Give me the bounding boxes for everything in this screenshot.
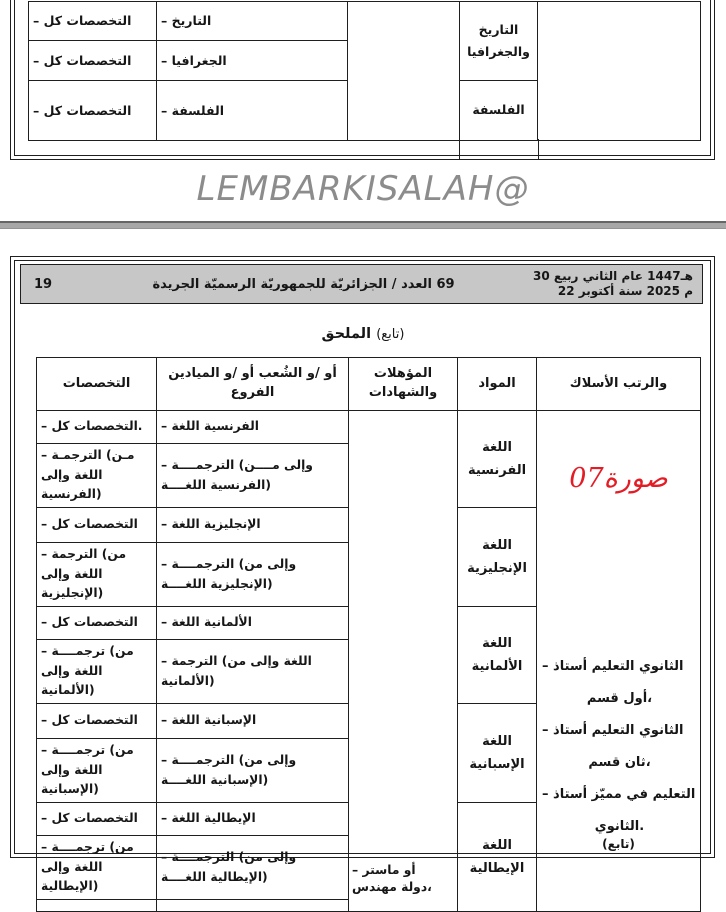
- field-cell: – اللغة الإيطالية: [157, 803, 349, 836]
- column-header-corps: الأسلاك والرتب: [537, 358, 701, 411]
- subject-cell: اللغة الإنجليزية: [458, 508, 537, 607]
- rank-line: الثانوي.: [594, 819, 645, 834]
- specialty-cell: – الترجمـة (مـن وإلى اللغة الفرنسية): [37, 444, 157, 508]
- prev-page-table: [28, 1, 701, 141]
- field-cell: – الترجمــــة (من وإلى اللغــــة الإنجليزية): [157, 543, 349, 607]
- rank-line: – أستاذ التعليم الثانوي: [542, 723, 684, 738]
- field-cell: – الفلسفة: [157, 81, 348, 141]
- specialty-cell: – كل التخصصات: [37, 803, 157, 836]
- specialty-cell: – ترجمــــة (من وإلى اللغة الإيطالية): [37, 836, 157, 900]
- column-header-subjects: المواد: [458, 358, 537, 411]
- table-cell-overhang: [459, 139, 539, 159]
- specialty-cell: – كل التخصصات: [29, 41, 157, 81]
- field-cell: – اللغة الإسبانية: [157, 704, 349, 739]
- corps-ranks-cell: [537, 411, 701, 912]
- qualification-text: – ماستر أو مهندس دولة،: [352, 863, 432, 895]
- page-separator-bar: [0, 221, 726, 229]
- main-table: [36, 357, 701, 912]
- hijri-date: 30 ربيع الثاني عام 1447هـ: [533, 269, 693, 283]
- column-header-fields: الميادين و/ أو الشُعب و/ أو الفروع: [157, 358, 349, 411]
- qualifications-cell-empty: [348, 2, 460, 141]
- specialty-cell-clipped: [37, 900, 157, 912]
- field-cell: – الجغرافيا: [157, 41, 348, 81]
- subject-cell: اللغة الألمانية: [458, 607, 537, 704]
- specialty-cell: – كل التخصصات.: [37, 411, 157, 444]
- specialty-cell: – الترجمة (من وإلى اللغة الإنجليزية): [37, 543, 157, 607]
- gazette-title: الجريدة الرسميّة للجمهوريّة الجزائريّة / العدد 69: [152, 276, 455, 292]
- field-cell: – اللغة الألمانية: [157, 607, 349, 640]
- rank-line: – أستاذ مميّز في التعليم: [542, 787, 696, 802]
- field-cell: – الترجمــــة (مــــن وإلى اللغــــة الفرنسية): [157, 444, 349, 508]
- specialty-cell: – ترجمــــة (من وإلى اللغة الألمانية): [37, 640, 157, 704]
- gregorian-date: 22 أكتوبر سنة 2025 م: [557, 284, 693, 298]
- rank-line: – أستاذ التعليم الثانوي: [542, 659, 684, 674]
- field-cell: – الترجمــــة (من وإلى اللغــــة الإسبانية): [157, 739, 349, 803]
- subject-cell: التاريخ والجغرافيا: [460, 2, 538, 81]
- specialty-cell: – ترجمــــة (من وإلى اللغة الإسبانية): [37, 739, 157, 803]
- field-cell: – الترجمة (من وإلى اللغة الألمانية): [157, 640, 349, 704]
- annex-title: الملحق: [321, 326, 372, 342]
- rank-line: قسم ثان،: [588, 755, 651, 770]
- specialty-cell: – كل التخصصات: [37, 508, 157, 543]
- rank-line: قسم أول،: [586, 691, 653, 706]
- column-header-specialties: التخصصات: [37, 358, 157, 411]
- specialty-cell: – كل التخصصات: [29, 81, 157, 141]
- corps-ranks-list: [542, 651, 697, 843]
- subject-cell: اللغة الفرنسية: [458, 411, 537, 508]
- subject-cell: اللغة الإيطالية: [458, 803, 537, 912]
- subject-cell: الفلسفة: [460, 81, 538, 141]
- annex-heading: [0, 323, 726, 342]
- photo-annotation: صورة07: [569, 463, 668, 494]
- corps-cell-empty: [538, 2, 701, 141]
- page-number: 19: [34, 276, 53, 292]
- qualifications-cell: [349, 411, 458, 912]
- field-cell: – اللغة الإنجليزية: [157, 508, 349, 543]
- date-block: [515, 269, 702, 299]
- specialty-cell: – كل التخصصات: [29, 2, 157, 41]
- gazette-header-bar: [20, 264, 703, 304]
- annex-continued-label: (تابع): [376, 327, 405, 342]
- field-cell-clipped: [157, 900, 349, 912]
- watermark: LEMBARKISALAH@: [196, 169, 530, 209]
- column-header-qualifications: المؤهلات والشهادات: [349, 358, 458, 411]
- field-cell: – اللغة الفرنسية: [157, 411, 349, 444]
- subject-cell: اللغة الإسبانية: [458, 704, 537, 803]
- specialty-cell: – كل التخصصات: [37, 704, 157, 739]
- field-cell: – الترجمــــة (من وإلى اللغــــة الإيطالية): [157, 836, 349, 900]
- corps-continued-label: (تابع): [602, 837, 635, 851]
- field-cell: – التاريخ: [157, 2, 348, 41]
- specialty-cell: – كل التخصصات: [37, 607, 157, 640]
